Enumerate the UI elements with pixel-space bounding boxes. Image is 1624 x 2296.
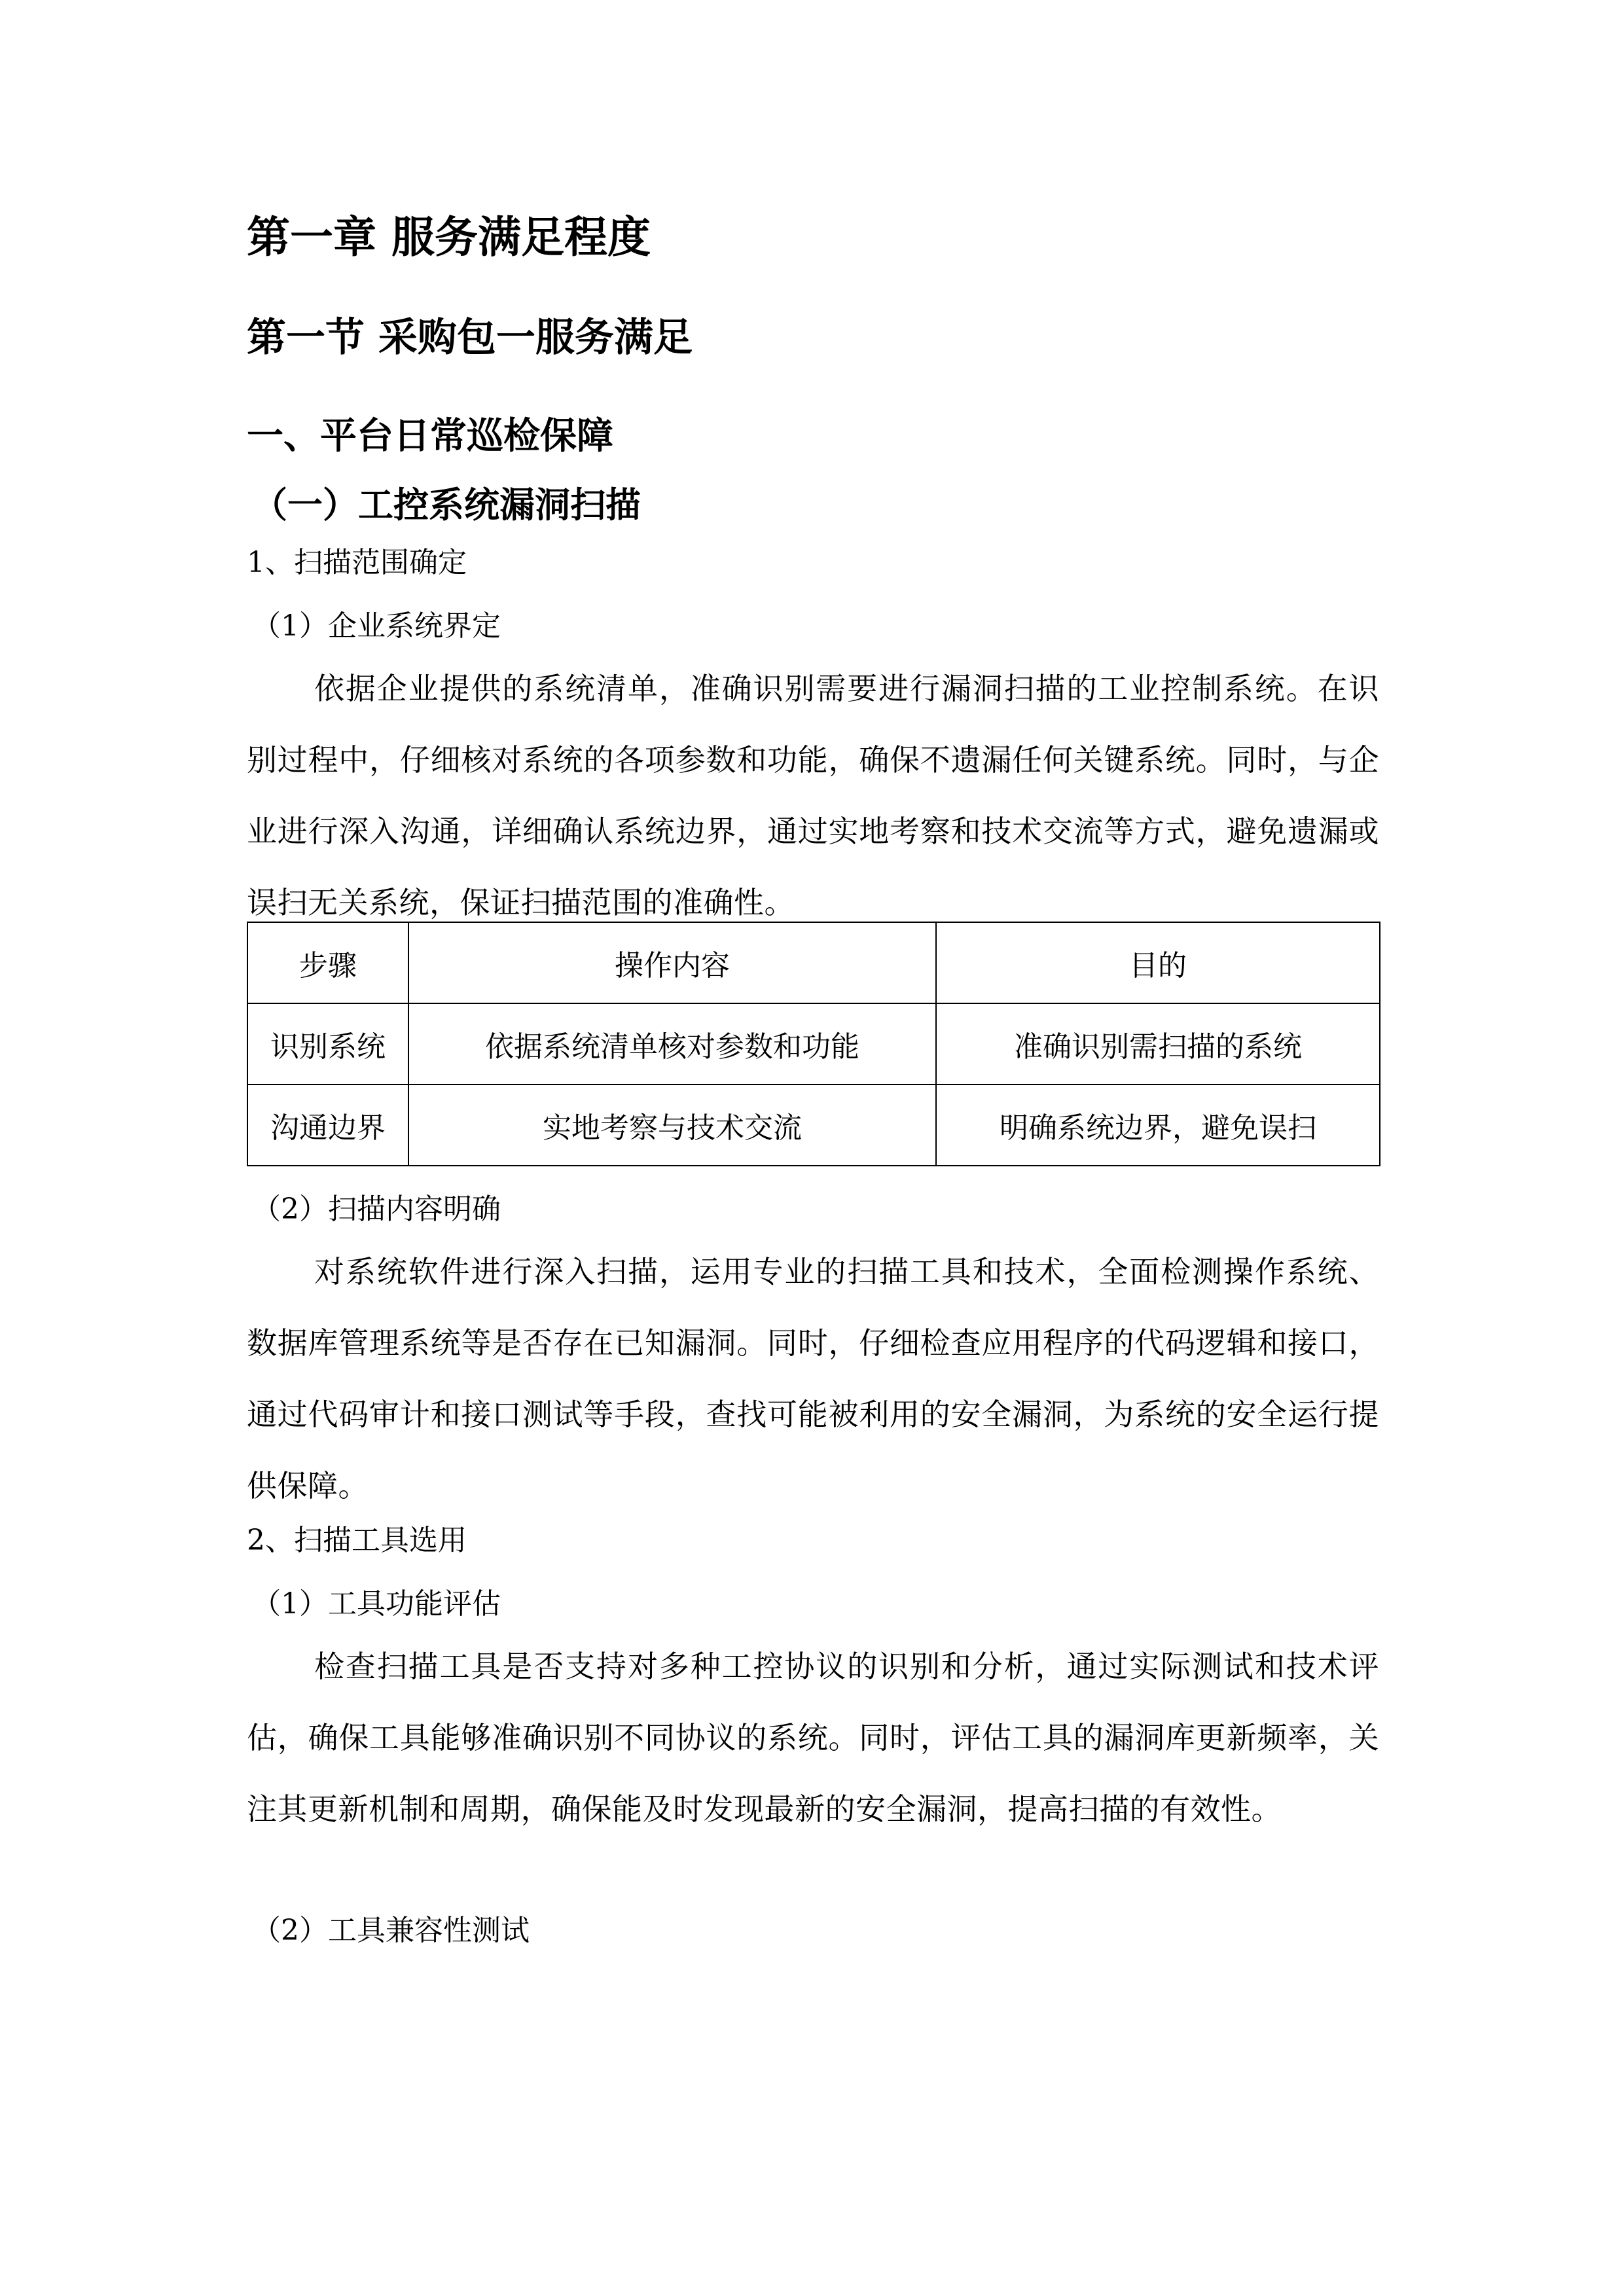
chapter-title: 第一章 服务满足程度 [247,212,651,262]
section-title: 第一节 采购包一服务满足 [247,315,693,361]
table-header-cell: 操作内容 [408,922,936,1003]
heading-level-2: （一）工控系统漏洞扫描 [252,484,641,526]
part1-sub2-title: （2）扫描内容明确 [252,1193,501,1226]
table-header-cell: 步骤 [247,922,408,1003]
table-row [247,1003,1380,1085]
part1-sub1-title: （1）企业系统界定 [252,609,501,643]
table-cell: 依据系统清单核对参数和功能 [408,1003,936,1085]
part1-sub1-paragraph: 依据企业提供的系统清单，准确识别需要进行漏洞扫描的工业控制系统。在识别过程中，仔细核对系统的各项参数和功能，确保不遗漏任何关键系统。同时，与企业进行深入沟通，详细确认系统边界，通过实地考察和技术交流等方式，避免遗漏或误扫无关系统，保证扫描范围的准确性。 [247,671,1379,920]
part2-title: 2、扫描工具选用 [247,1524,467,1557]
part2-sub1-paragraph: 检查扫描工具是否支持对多种工控协议的识别和分析，通过实际测试和技术评估，确保工具能够准确识别不同协议的系统。同时，评估工具的漏洞库更新频率，关注其更新机制和周期，确保能及时发现最新的安全漏洞，提高扫描的有效性。 [247,1649,1379,1827]
part1-title: 1、扫描范围确定 [247,546,467,579]
table-cell: 识别系统 [247,1003,408,1085]
table-header-cell: 目的 [936,922,1380,1003]
table-header-row [247,922,1380,1003]
table-cell: 准确识别需扫描的系统 [936,1003,1380,1085]
table-cell: 明确系统边界，避免误扫 [936,1085,1380,1166]
part2-sub1-title: （1）工具功能评估 [252,1587,501,1621]
part1-sub2-paragraph: 对系统软件进行深入扫描，运用专业的扫描工具和技术，全面检测操作系统、数据库管理系统等是否存在已知漏洞。同时，仔细检查应用程序的代码逻辑和接口，通过代码审计和接口测试等手段，查找可能被利用的安全漏洞，为系统的安全运行提供保障。 [247,1254,1379,1503]
scan-scope-table [247,922,1380,1166]
part2-sub2-title: （2）工具兼容性测试 [252,1914,530,1947]
table-cell: 沟通边界 [247,1085,408,1166]
heading-level-1: 一、平台日常巡检保障 [247,415,613,457]
table-cell: 实地考察与技术交流 [408,1085,936,1166]
table-row [247,1085,1380,1166]
